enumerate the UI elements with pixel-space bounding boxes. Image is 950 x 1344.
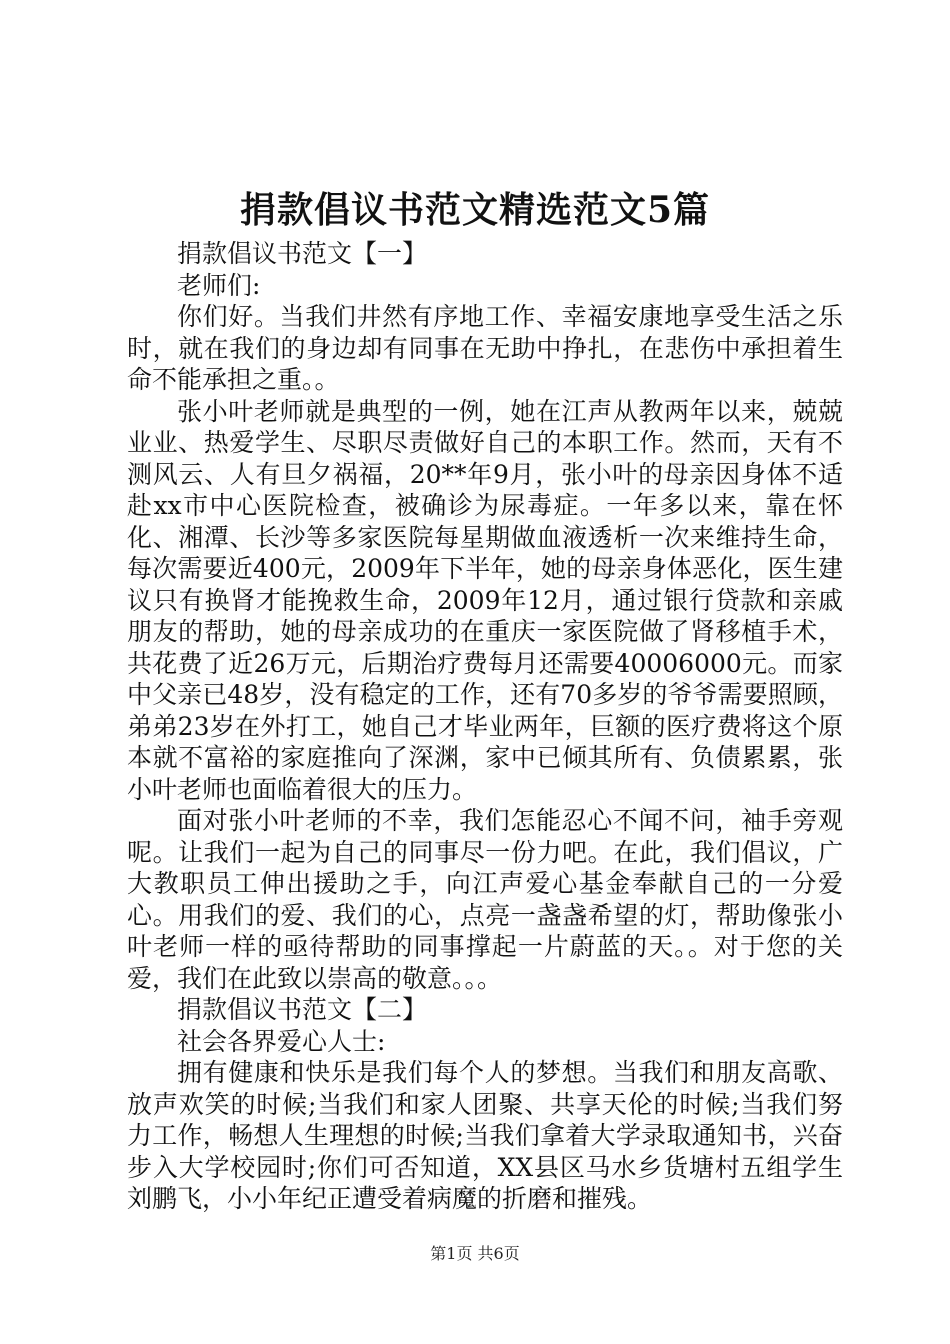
- section-heading-2: 捐款倡议书范文【二】: [177, 995, 428, 1024]
- paragraph: 面对张小叶老师的不幸，我们怎能忍心不闻不问，袖手旁观呢。让我们一起为自己的同事尽一份力吧。在此，我们倡议，广大教职员工伸出援助之手，向江声爱心基金奉献自己的一分爱心。用我们的爱、我们的心，点亮一盏盏希望的灯，帮助像张小叶老师一样的亟待帮助的同事撑起一片蔚蓝的天。。对于您的关爱，我们在此致以崇高的敬意。。。: [127, 806, 843, 993]
- section-heading-1: 捐款倡议书范文【一】: [177, 239, 428, 268]
- salutation-1: 老师们:: [177, 270, 261, 300]
- document-body: [127, 238, 843, 1215]
- paragraph: 你们好。当我们井然有序地工作、幸福安康地享受生活之乐时，就在我们的身边却有同事在无助中挣扎，在悲伤中承担着生命不能承担之重。。: [127, 302, 843, 394]
- salutation-2: 社会各界爱心人士:: [177, 1026, 386, 1056]
- document-title: 捐款倡议书范文精选范文5篇: [239, 189, 711, 231]
- page-number: 第1页 共6页: [430, 1244, 520, 1263]
- paragraph: 张小叶老师就是典型的一例，她在江声从教两年以来，兢兢业业、热爱学生、尽职尽责做好自己的本职工作。然而，天有不测风云、人有旦夕祸福，20**年9月，张小叶的母亲因身体不适赴xx市中心医院检查，被确诊为尿毒症。一年多以来，靠在怀化、湘潭、长沙等多家医院每星期做血液透析一次来维持生命，每次需要近400元，2009年下半年，她的母亲身体恶化，医生建议只有换肾才能挽救生命，2009年12月，通过银行贷款和亲戚朋友的帮助，她的母亲成功的在重庆一家医院做了肾移植手术，共花费了近26万元，后期治疗费每月还需要40006000元。而家中父亲已48岁，没有稳定的工作，还有70多岁的爷爷需要照顾，弟弟23岁在外打工，她自己才毕业两年，巨额的医疗费将这个原本就不富裕的家庭推向了深渊，家中已倾其所有、负债累累，张小叶老师也面临着很大的压力。: [127, 396, 843, 804]
- paragraph: 拥有健康和快乐是我们每个人的梦想。当我们和朋友高歌、放声欢笑的时候;当我们和家人团聚、共享天伦的时候;当我们努力工作，畅想人生理想的时候;当我们拿着大学录取通知书，兴奋步入大学校园时;你们可否知道，XX县区马水乡货塘村五组学生刘鹏飞，小小年纪正遭受着病魔的折磨和摧残。: [127, 1058, 843, 1213]
